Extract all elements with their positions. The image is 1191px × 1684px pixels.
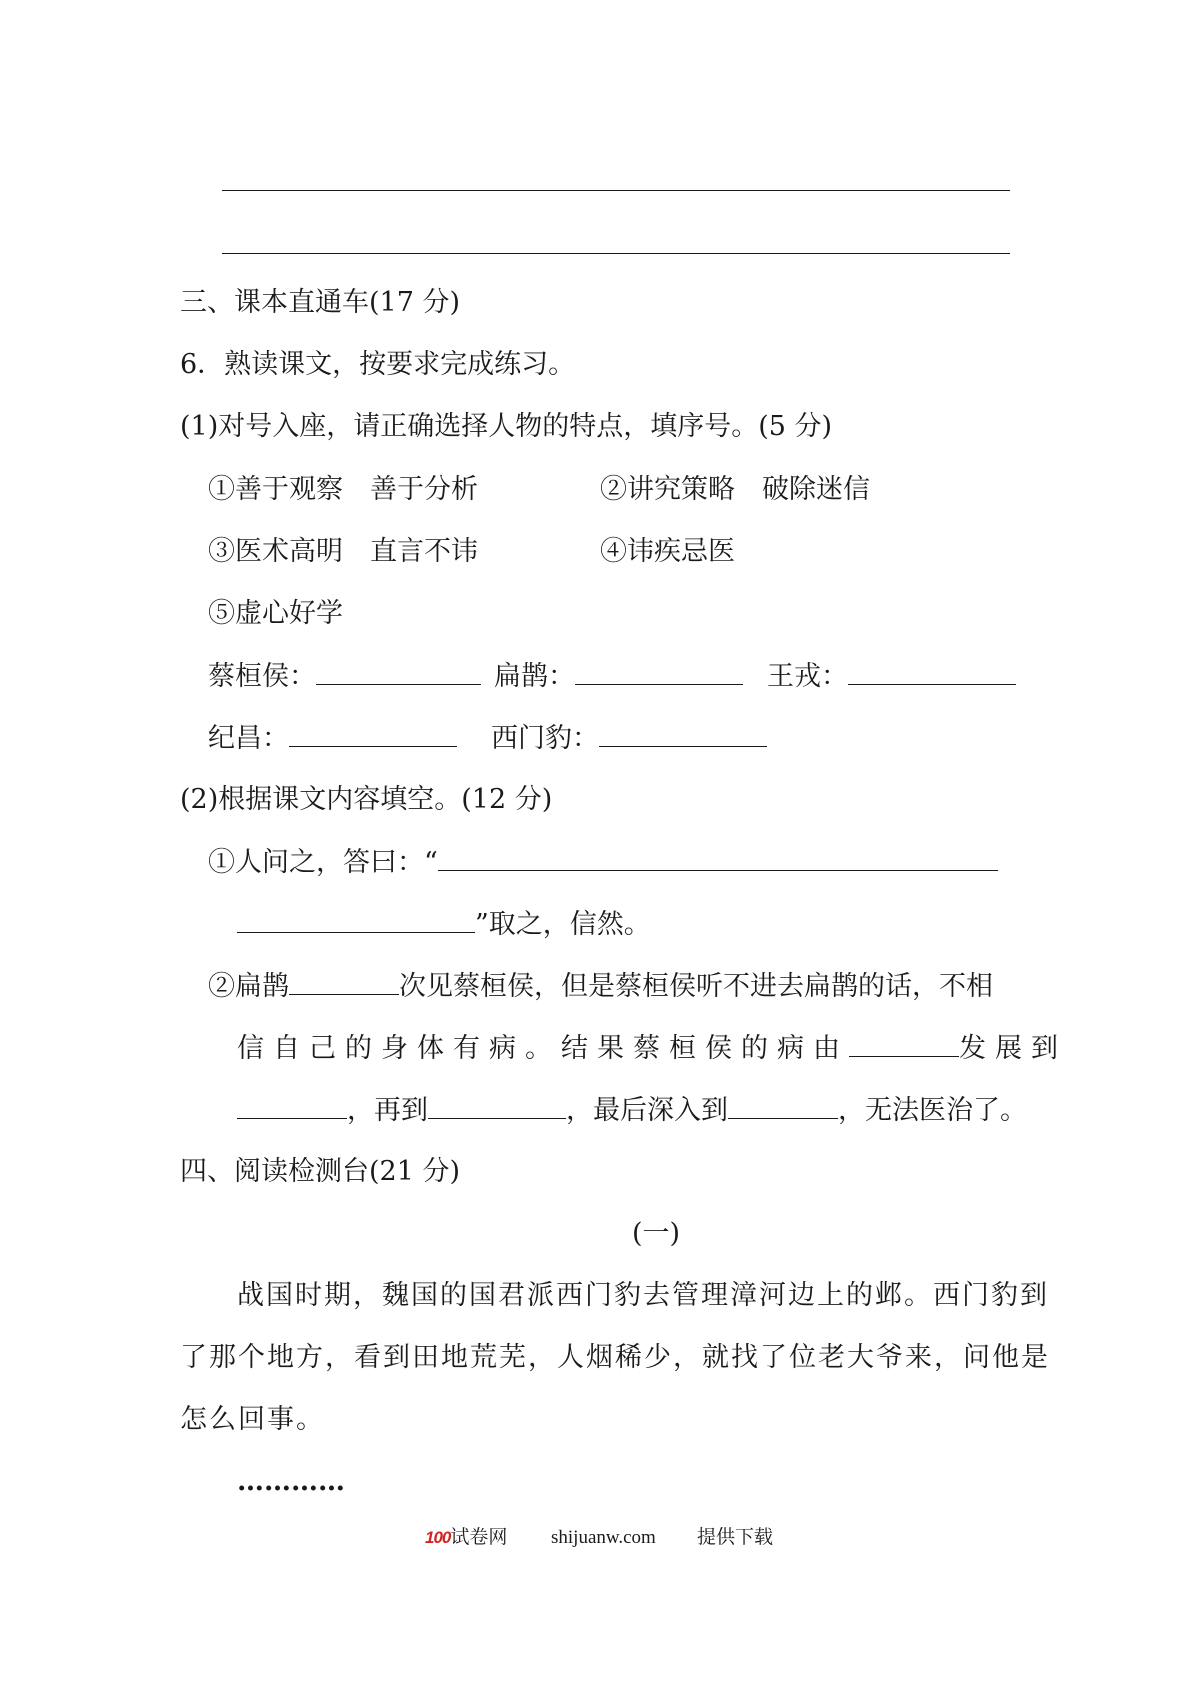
fill-text: ，最后深入到 bbox=[566, 1095, 728, 1126]
fill-text: 信自己的身体有病。结果蔡桓侯的病由 bbox=[237, 1033, 849, 1064]
answer-blank[interactable] bbox=[289, 720, 457, 747]
fill-text: ①人问之，答曰：“ bbox=[208, 847, 438, 878]
person-label: 王戎： bbox=[767, 661, 848, 692]
passage-number: (一) bbox=[632, 1218, 681, 1249]
fill-2-line-1 bbox=[208, 968, 993, 1005]
answer-row-1c bbox=[767, 658, 1016, 695]
answer-blank[interactable] bbox=[599, 720, 767, 747]
logo bbox=[425, 1523, 507, 1553]
footer-note: 提供下载 bbox=[697, 1527, 774, 1548]
fill-1-line-2 bbox=[237, 906, 651, 943]
fill-text: ②扁鹊 bbox=[208, 971, 289, 1002]
logo-text: 试卷网 bbox=[450, 1527, 508, 1548]
fill-1-line-1 bbox=[208, 844, 998, 881]
answer-blank[interactable] bbox=[289, 968, 399, 995]
person-label: 蔡桓侯： bbox=[208, 661, 316, 692]
logo-number: 100 bbox=[425, 1528, 451, 1547]
answer-blank[interactable] bbox=[237, 906, 475, 933]
passage-line-2: 了那个地方，看到田地荒芜，人烟稀少，就找了位老大爷来，问他是 bbox=[180, 1342, 1050, 1373]
answer-blank[interactable] bbox=[575, 658, 743, 685]
fill-2-line-3 bbox=[237, 1092, 1027, 1129]
fill-2-line-2 bbox=[237, 1030, 1067, 1067]
passage-line-1: 战国时期，魏国的国君派西门豹去管理漳河边上的邺。西门豹到 bbox=[237, 1280, 1049, 1311]
option-5: ⑤虚心好学 bbox=[208, 598, 343, 629]
answer-blank[interactable] bbox=[316, 658, 481, 685]
person-label: 扁鹊： bbox=[494, 661, 575, 692]
fill-text: ”取之，信然。 bbox=[475, 909, 651, 940]
footer bbox=[0, 1523, 1191, 1553]
question-6: 6．熟读课文，按要求完成练习。 bbox=[180, 349, 576, 380]
person-label: 纪昌： bbox=[208, 723, 289, 754]
answer-blank[interactable] bbox=[428, 1092, 566, 1119]
answer-row-2b bbox=[491, 720, 767, 757]
section-heading: 四、阅读检测台(21 分) bbox=[180, 1156, 461, 1187]
answer-blank[interactable] bbox=[237, 1092, 347, 1119]
option-3: ③医术高明 直言不讳 bbox=[208, 536, 478, 567]
answer-blank[interactable] bbox=[848, 658, 1016, 685]
part2-title: (2)根据课文内容填空。(12 分) bbox=[180, 784, 553, 815]
answer-row-1b bbox=[494, 658, 743, 695]
answer-blank[interactable] bbox=[438, 844, 998, 871]
part1-title: (1)对号入座，请正确选择人物的特点，填序号。(5 分) bbox=[180, 411, 833, 442]
fill-text: ，再到 bbox=[347, 1095, 428, 1126]
fill-text: ，无法医治了。 bbox=[838, 1095, 1027, 1126]
passage-line-3: 怎么回事。 bbox=[180, 1404, 325, 1435]
person-label: 西门豹： bbox=[491, 723, 599, 754]
option-4: ④讳疾忌医 bbox=[600, 536, 735, 567]
option-2: ②讲究策略 破除迷信 bbox=[600, 474, 870, 505]
section-heading: 三、课本直通车(17 分) bbox=[180, 287, 461, 318]
option-1: ①善于观察 善于分析 bbox=[208, 474, 478, 505]
site-url[interactable]: shijuanw.com bbox=[551, 1527, 656, 1548]
fill-text: 发展到 bbox=[959, 1033, 1067, 1064]
answer-line bbox=[222, 190, 1010, 191]
answer-row-1 bbox=[208, 658, 481, 695]
answer-blank[interactable] bbox=[728, 1092, 838, 1119]
answer-line bbox=[222, 253, 1010, 254]
ellipsis: ………… bbox=[237, 1466, 345, 1497]
answer-blank[interactable] bbox=[849, 1030, 959, 1057]
answer-row-2 bbox=[208, 720, 457, 757]
fill-text: 次见蔡桓侯，但是蔡桓侯听不进去扁鹊的话，不相 bbox=[399, 971, 993, 1002]
